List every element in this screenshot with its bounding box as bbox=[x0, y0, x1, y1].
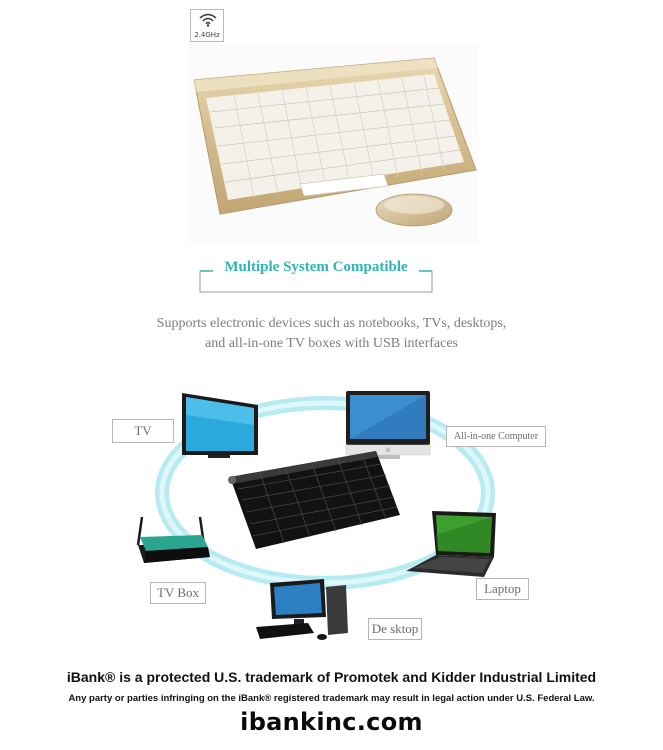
desktop-image bbox=[256, 579, 348, 640]
frequency-label: 2.4GHz bbox=[194, 31, 220, 39]
laptop-image bbox=[406, 511, 496, 577]
wifi-badge bbox=[190, 9, 224, 42]
tv-image bbox=[182, 393, 258, 458]
trademark-notice: iBank® is a protected U.S. trademark of Promotek and Kidder Industrial Limited bbox=[66, 669, 597, 685]
description-line-1: Supports electronic devices such as notebooks, TVs, desktops, bbox=[156, 316, 507, 331]
wifi-icon bbox=[199, 13, 217, 27]
label-laptop: Laptop bbox=[476, 578, 529, 600]
label-tv: TV bbox=[112, 419, 174, 443]
label-all-in-one-computer: All-in-one Computer bbox=[446, 426, 546, 447]
legal-warning: Any party or parties infringing on the iBank® registered trademark may result in legal action under U.S. Federal Law. bbox=[68, 693, 595, 704]
description-line-2: and all-in-one TV boxes with USB interfaces bbox=[205, 336, 458, 351]
gold-keyboard-image bbox=[188, 50, 478, 240]
section-title: Multiple System Compatible bbox=[224, 259, 408, 275]
all-in-one-computer-image bbox=[346, 391, 430, 459]
label-desktop: De sktop bbox=[368, 618, 422, 640]
black-keyboard-image bbox=[228, 451, 400, 549]
website-link[interactable]: ibankinc.com bbox=[240, 708, 423, 736]
label-tv-box: TV Box bbox=[150, 582, 206, 604]
